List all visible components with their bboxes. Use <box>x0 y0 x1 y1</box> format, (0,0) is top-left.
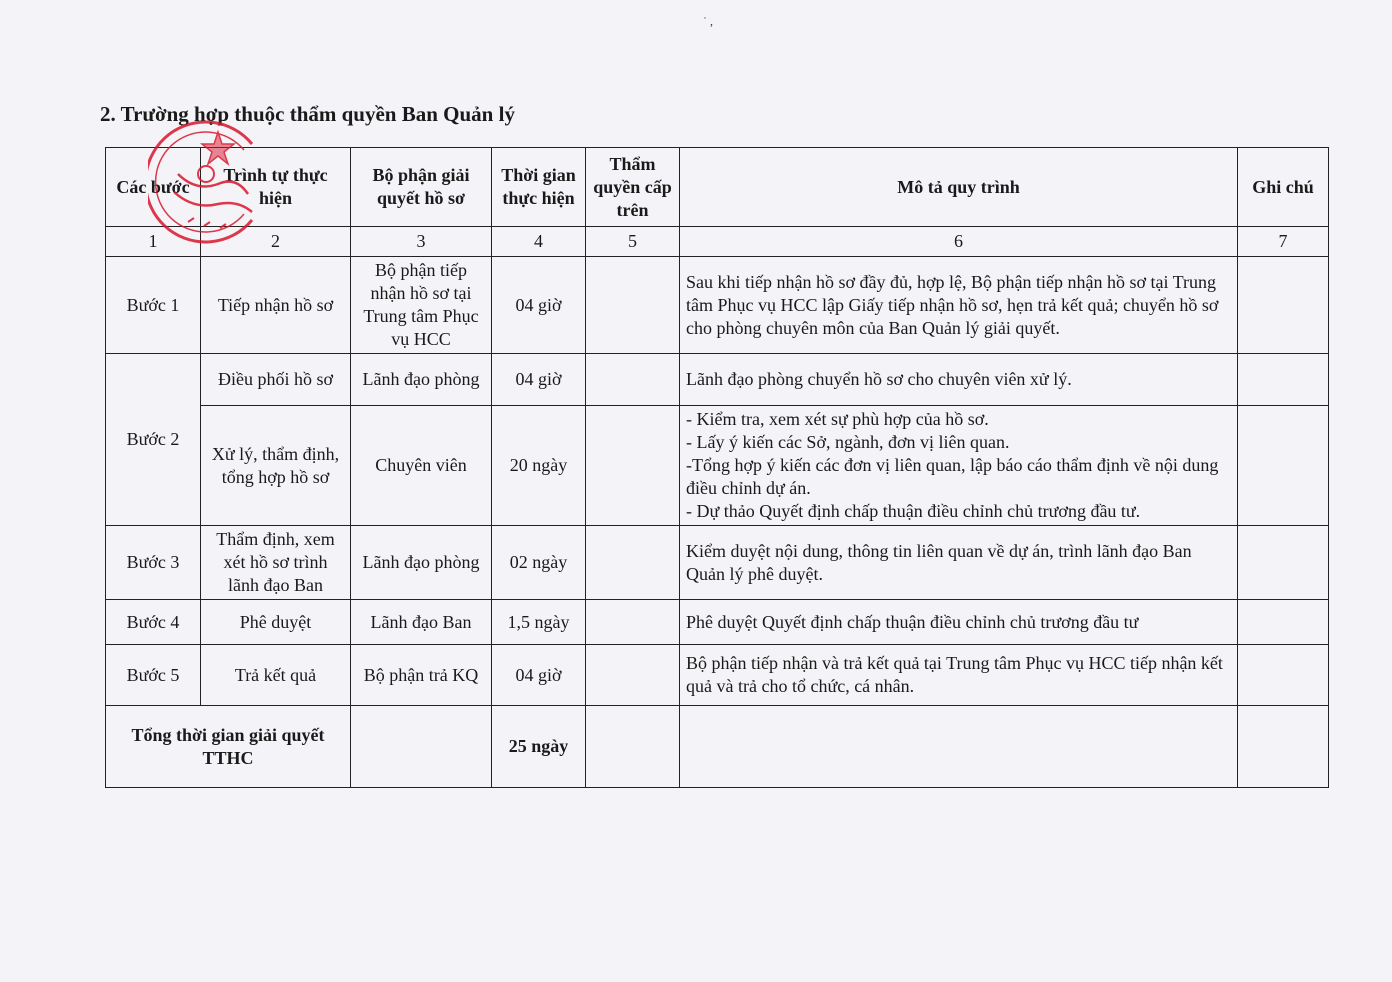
table-row <box>106 526 1329 600</box>
step-cell: Bước 1 <box>106 257 201 354</box>
desc-line: Lãnh đạo phòng chuyển hồ sơ cho chuyên viên xử lý. <box>686 369 1072 389</box>
total-dept-cell <box>351 706 492 788</box>
authority-cell <box>586 257 680 354</box>
note-cell <box>1238 526 1329 600</box>
total-row <box>106 706 1329 788</box>
dept-cell: Lãnh đạo Ban <box>351 600 492 645</box>
time-cell: 04 giờ <box>492 257 586 354</box>
authority-cell <box>586 354 680 406</box>
note-cell <box>1238 645 1329 706</box>
total-note-cell <box>1238 706 1329 788</box>
dept-cell: Lãnh đạo phòng <box>351 526 492 600</box>
col-number: 2 <box>201 227 351 257</box>
step-cell: Bước 4 <box>106 600 201 645</box>
header-order: Trình tự thực hiện <box>201 148 351 227</box>
column-number-row <box>106 227 1329 257</box>
authority-cell <box>586 526 680 600</box>
table-row <box>106 600 1329 645</box>
desc-line: - Lấy ý kiến các Sở, ngành, đơn vị liên quan. <box>686 432 1010 452</box>
desc-line: Bộ phận tiếp nhận và trả kết quả tại Trung tâm Phục vụ HCC tiếp nhận kết quả và trả cho tổ chức, cá nhân. <box>686 653 1223 696</box>
header-time: Thời gian thực hiện <box>492 148 586 227</box>
procedure-table <box>105 147 1329 788</box>
col-number: 3 <box>351 227 492 257</box>
col-number: 7 <box>1238 227 1329 257</box>
col-number: 6 <box>680 227 1238 257</box>
header-row <box>106 148 1329 227</box>
authority-cell <box>586 406 680 526</box>
dept-cell: Bộ phận tiếp nhận hồ sơ tại Trung tâm Phục vụ HCC <box>351 257 492 354</box>
order-cell: Điều phối hồ sơ <box>201 354 351 406</box>
desc-line: - Dự thảo Quyết định chấp thuận điều chỉnh chủ trương đầu tư. <box>686 501 1141 521</box>
time-cell: 20 ngày <box>492 406 586 526</box>
note-cell <box>1238 600 1329 645</box>
time-cell: 04 giờ <box>492 354 586 406</box>
order-cell: Trả kết quả <box>201 645 351 706</box>
top-mark: ˙ , <box>703 14 713 28</box>
desc-cell <box>680 257 1238 354</box>
note-cell <box>1238 257 1329 354</box>
desc-line: Sau khi tiếp nhận hồ sơ đầy đủ, hợp lệ, Bộ phận tiếp nhận hồ sơ tại Trung tâm Phục vụ HCC lập Giấy tiếp nhận hồ sơ, hẹn trả kết quả; chuyển hồ sơ cho phòng chuyên môn của Ban Quản lý giải quyết. <box>686 271 1219 338</box>
order-cell: Phê duyệt <box>201 600 351 645</box>
time-cell: 04 giờ <box>492 645 586 706</box>
desc-cell <box>680 645 1238 706</box>
col-number: 4 <box>492 227 586 257</box>
time-cell: 02 ngày <box>492 526 586 600</box>
total-authority-cell <box>586 706 680 788</box>
header-desc: Mô tả quy trình <box>680 148 1238 227</box>
desc-cell <box>680 600 1238 645</box>
authority-cell <box>586 645 680 706</box>
header-note: Ghi chú <box>1238 148 1329 227</box>
order-cell: Thẩm định, xem xét hồ sơ trình lãnh đạo Ban <box>201 526 351 600</box>
table-row <box>106 354 1329 406</box>
header-steps: Các bước <box>106 148 201 227</box>
col-number: 5 <box>586 227 680 257</box>
dept-cell: Chuyên viên <box>351 406 492 526</box>
total-desc-cell <box>680 706 1238 788</box>
col-number: 1 <box>106 227 201 257</box>
header-dept: Bộ phận giải quyết hồ sơ <box>351 148 492 227</box>
order-cell: Tiếp nhận hồ sơ <box>201 257 351 354</box>
desc-cell <box>680 526 1238 600</box>
table-row <box>106 406 1329 526</box>
dept-cell: Bộ phận trả KQ <box>351 645 492 706</box>
desc-line: Phê duyệt Quyết định chấp thuận điều chỉnh chủ trương đầu tư <box>686 611 1139 632</box>
desc-cell <box>680 406 1238 526</box>
desc-line: - Kiểm tra, xem xét sự phù hợp của hồ sơ. <box>686 409 989 429</box>
desc-line: Kiểm duyệt nội dung, thông tin liên quan về dự án, trình lãnh đạo Ban Quản lý phê duyệt. <box>686 540 1192 584</box>
header-authority: Thẩm quyền cấp trên <box>586 148 680 227</box>
dept-cell: Lãnh đạo phòng <box>351 354 492 406</box>
step-cell: Bước 3 <box>106 526 201 600</box>
order-cell: Xử lý, thẩm định, tổng hợp hồ sơ <box>201 406 351 526</box>
desc-cell <box>680 354 1238 406</box>
note-cell <box>1238 354 1329 406</box>
authority-cell <box>586 600 680 645</box>
step-cell: Bước 2 <box>106 354 201 526</box>
section-heading: 2. Trường hợp thuộc thẩm quyền Ban Quản lý <box>100 102 515 126</box>
desc-line: -Tổng hợp ý kiến các đơn vị liên quan, lập báo cáo thẩm định về nội dung điều chỉnh dự án. <box>686 455 1219 498</box>
time-cell: 1,5 ngày <box>492 600 586 645</box>
note-cell <box>1238 406 1329 526</box>
total-time: 25 ngày <box>492 706 586 788</box>
step-cell: Bước 5 <box>106 645 201 706</box>
table-row <box>106 257 1329 354</box>
total-label: Tổng thời gian giải quyết TTHC <box>106 706 351 788</box>
table-row <box>106 645 1329 706</box>
